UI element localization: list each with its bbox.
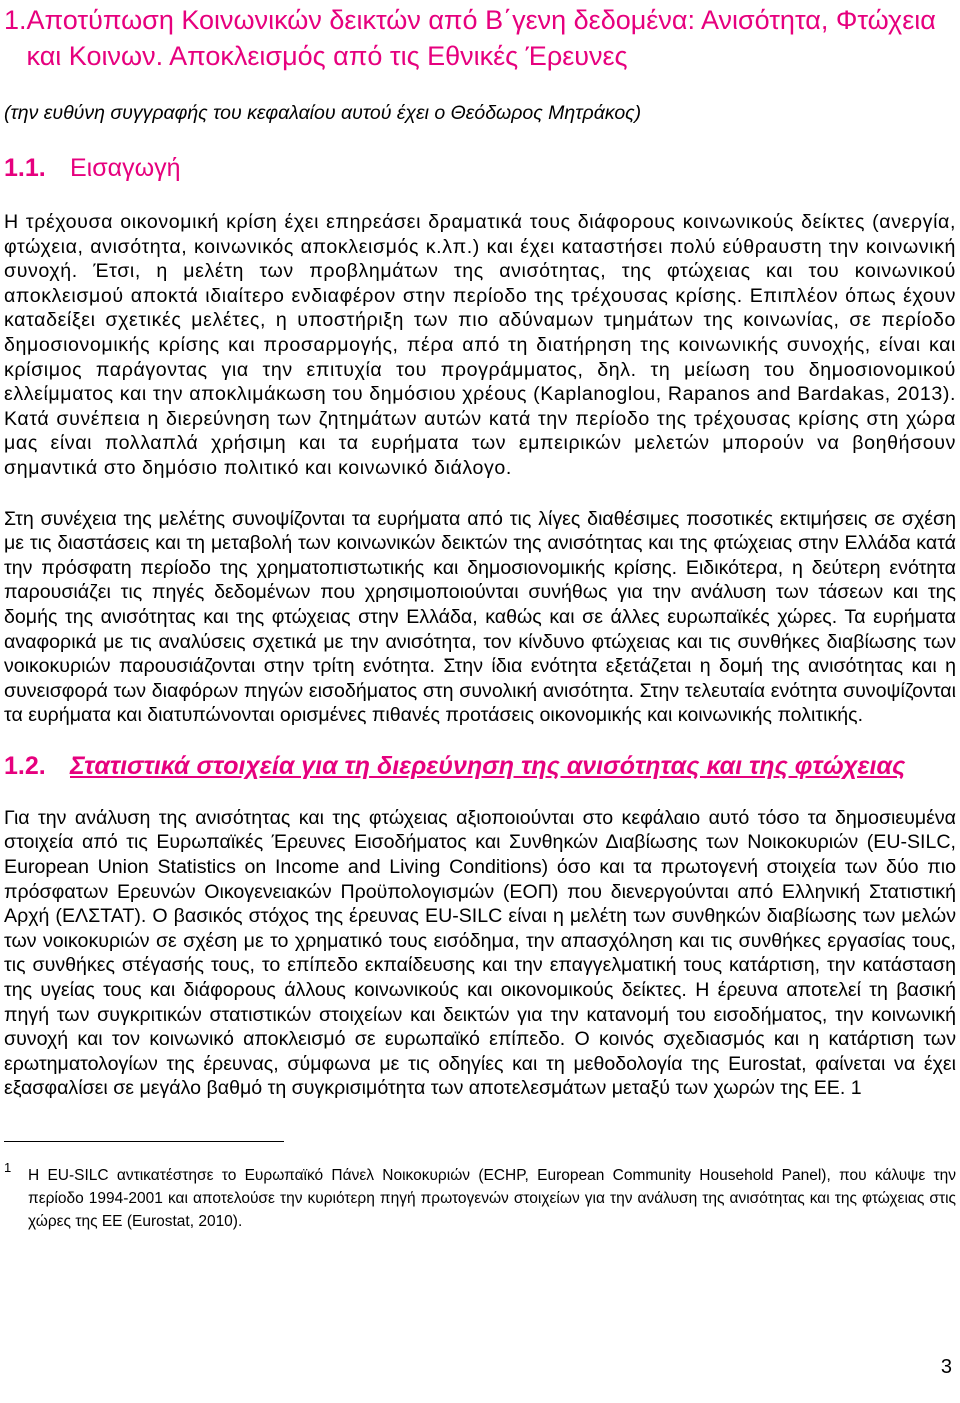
page-number: 3 (940, 1356, 952, 1378)
chapter-title-text: Αποτύπωση Κοινωνικών δεικτών από Β΄γενη δεδομένα: Ανισότητα, Φτώχεια και Κοινων. Αποκλεισμός από τις Εθνικές Έρευνες (26, 5, 936, 71)
chapter-title (4, 2, 956, 74)
paragraph-statistics-text: Για την ανάλυση της ανισότητας και της φτώχειας αξιοποιούνται στο κεφάλαιο αυτό τόσο τα δημοσιευμένα στοιχεία από τις Ευρωπαϊκές Έρευνες Εισοδήματος και Συνθηκών Διαβίωσης των Νοικοκυριών (EU-SILC, European Union Statistics on Income and Living Conditions) όσο και τα πρωτογενή στοιχεία των δύο πιο πρόσφατων Ερευνών Οικογενειακών Προϋπολογισμών (ΕΟΠ) που διενεργούνται από Ελληνική Στατιστική Αρχή (ΕΛΣΤΑΤ). Ο βασικός στόχος της έρευνας EU-SILC είναι η μελέτη των συνθηκών διαβίωσης των μελών των νοικοκυριών σε σχέση με το χρηματικό τους εισόδημα, την απασχόληση και τις συνθήκες εργασίας τους, τις συνθήκες στέγασής τους, το επίπεδο εκπαίδευσης και την επαγγελματική τους κατάρτιση, την κατάσταση της υγείας τους και διάφορους άλλους κοινωνικούς και οικονομικούς δείκτες. Η έρευνα αποτελεί τη βασική πηγή των συγκριτικών στατιστικών στοιχείων και δεικτών για την κατανομή του εισοδήματος, την κοινωνική συνοχή και τον κοινωνικό αποκλεισμό σε ευρωπαϊκό επίπεδο. Ο κοινός σχεδιασμός και η κατάρτιση των ερωτηματολογίων της έρευνας, σύμφωνα με τις οδηγίες και τη μεθοδολογία της Eurostat, φαίνεται να έχει εξασφαλίσει σε μεγάλο βαθμό τη συγκρισιμότητα των αποτελεσμάτων μεταξύ των χωρών της ΕΕ. (4, 806, 956, 1100)
section-title: Εισαγωγή (70, 154, 181, 182)
footnote (4, 1160, 956, 1233)
section-title: Στατιστικά στοιχεία για τη διερεύνηση της ανισότητας και της φτώχειας (70, 751, 906, 780)
section-number: 1.1. (4, 154, 46, 182)
footnote-separator (4, 1141, 284, 1142)
footnote-text: Η EU-SILC αντικατέστησε το Ευρωπαϊκό Πάνελ Νοικοκυριών (ECHP, European Community Household Panel), που κάλυψε την περίοδο 1994-2001 και αποτελούσε την κυριότερη πηγή πρωτογενών στοιχείων για την ανάλυση της ανισότητας και της φτώχειας στις χώρες της ΕΕ (Eurostat, 2010). (28, 1167, 956, 1230)
paragraph-intro-2: Στη συνέχεια της μελέτης συνοψίζονται τα ευρήματα από τις λίγες διαθέσιμες ποσοτικές εκτιμήσεις σε σχέση με τις διαστάσεις και τη μεταβολή των κοινωνικών δεικτών της ανισότητας και της φτώχειας στην Ελλάδα κατά την πρόσφατη περίοδο της χρηματοπιστωτικής και δημοσιονομικής κρίσης. Ειδικότερα, η δεύτερη ενότητα παρουσιάζει τις πηγές δεδομένων που χρησιμοποιούνται συνήθως για την ανάλυση των τάσεων και της δομής της ανισότητας και της φτώχειας στην Ελλάδα, καθώς και σε άλλες ευρωπαϊκές χώρες. Τα ευρήματα αναφορικά με τις αναλύσεις σχετικά με την ανισότητα, τον κίνδυνο φτώχειας και τις συνθήκες διαβίωσης των νοικοκυριών παρουσιάζονται στην τρίτη ενότητα. Στην ίδια ενότητα εξετάζεται η δομή της ανισότητας και η συνεισφορά των διαφόρων πηγών εισοδήματος στη συνολική ανισότητα. Στην τελευταία ενότητα συνοψίζονται τα ευρήματα και διατυπώνονται ορισμένες πιθανές προτάσεις οικονομικής και κοινωνικής πολιτικής. (4, 507, 956, 727)
chapter-number: 1. (4, 5, 27, 35)
footnote-marker: 1 (4, 1160, 12, 1175)
section-number: 1.2. (4, 751, 46, 780)
footnote-reference[interactable]: 1 (850, 1077, 862, 1100)
paragraph-intro-1: Η τρέχουσα οικονομική κρίση έχει επηρεάσει δραματικά τους διάφορους κοινωνικούς δείκτες (ανεργία, φτώχεια, ανισότητα, κοινωνικός αποκλεισμός κ.λπ.) και έχει καταστήσει πολύ εύθραυστη την κοινωνική συνοχή. Έτσι, η μελέτη των προβλημάτων της ανισότητας, της φτώχειας και του κοινωνικού αποκλεισμού αποκτά ιδιαίτερο ενδιαφέρον στην περίοδο της τρέχουσας κρίσης. Επιπλέον όπως έχουν καταδείξει σχετικές μελέτες, η υποστήριξη των πιο αδύναμων τμημάτων της κοινωνίας, σε περίοδο δημοσιονομικής κρίσης και προσαρμογής, πέρα από τη διατήρηση της κοινωνικής συνοχής, είναι και κρίσιμος παράγοντας για την επιτυχία του προγράμματος, δηλ. τη μείωση του δημοσιονομικού ελλείμματος και την αποκλιμάκωση του δημόσιου χρέους (Kaplanoglou, Rapanos and Bardakas, 2013). Κατά συνέπεια η διερεύνηση των ζητημάτων αυτών κατά την περίοδο της τρέχουσας κρίσης στη χώρα μας είναι πολλαπλά χρήσιμη και τα ευρήματα των εμπειρικών μελετών μπορούν να βοηθήσουν σημαντικά στο δημόσιο πολιτικό και κοινωνικό διάλογο. (4, 211, 956, 479)
authorship-note: (την ευθύνη συγγραφής του κεφαλαίου αυτού έχει ο Θεόδωρος Μητράκος) (4, 102, 642, 124)
paragraph-statistics (4, 806, 956, 1101)
section-heading-introduction (4, 152, 956, 184)
section-heading-statistics (4, 750, 956, 782)
